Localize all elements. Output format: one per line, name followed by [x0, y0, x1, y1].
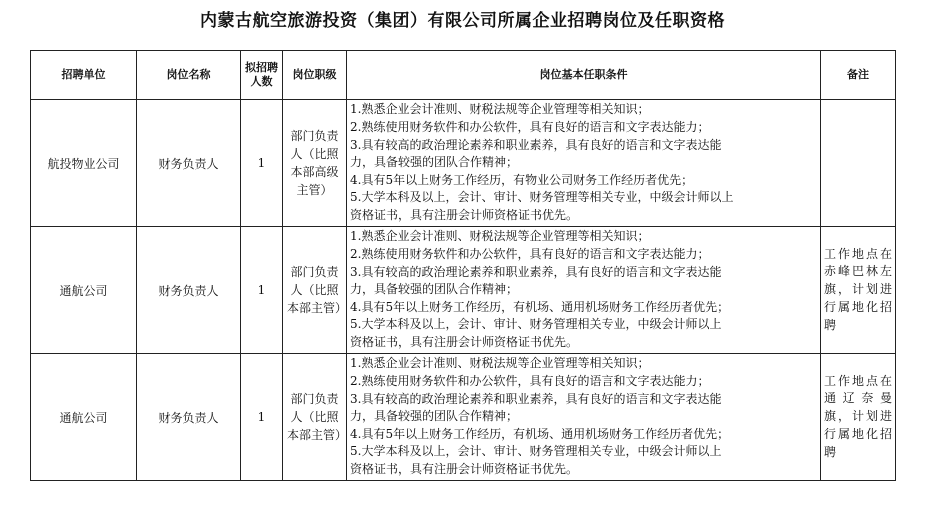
header-count: 拟招聘人数 [241, 51, 283, 100]
requirement-line: 4.具有5年以上财务工作经历，有机场、通用机场财务工作经历者优先； [350, 299, 730, 314]
cell-count: 1 [241, 354, 283, 481]
requirement-line: 1.熟悉企业会计准则、财税法规等企业管理等相关知识； [350, 229, 650, 244]
table-row [31, 354, 896, 481]
requirement-line: 力，具备较强的团队合作精神； [350, 409, 519, 424]
cell-level: 部门负责人（比照本部主管） [283, 227, 347, 354]
cell-level: 部门负责人（比照本部高级主管） [283, 100, 347, 227]
header-position: 岗位名称 [137, 51, 241, 100]
requirement-line: 5.大学本科及以上，会计、审计、财务管理相关专业，中级会计师以上 [350, 444, 722, 459]
cell-count: 1 [241, 227, 283, 354]
cell-notes: 工作地点在赤峰巴林左旗，计划进行属地化招聘 [821, 227, 896, 354]
requirement-line: 1.熟悉企业会计准则、财税法规等企业管理等相关知识； [350, 102, 650, 117]
cell-unit: 航投物业公司 [31, 100, 137, 227]
header-requirements: 岗位基本任职条件 [347, 51, 821, 100]
cell-requirements [347, 227, 821, 354]
cell-requirements [347, 100, 821, 227]
requirement-line: 资格证书，具有注册会计师资格证书优先。 [350, 334, 579, 349]
header-notes: 备注 [821, 51, 896, 100]
cell-unit: 通航公司 [31, 227, 137, 354]
requirement-line: 5.大学本科及以上，会计、审计、财务管理相关专业，中级会计师以上 [350, 317, 722, 332]
header-level: 岗位职级 [283, 51, 347, 100]
cell-notes [821, 100, 896, 227]
cell-count: 1 [241, 100, 283, 227]
requirement-line: 4.具有5年以上财务工作经历，有物业公司财务工作经历者优先； [350, 172, 694, 187]
table-header-row [31, 51, 896, 100]
requirement-line: 力，具备较强的团队合作精神； [350, 155, 519, 170]
requirement-line: 2.熟练使用财务软件和办公软件，具有良好的语言和文字表达能力； [350, 247, 710, 262]
requirement-line: 5.大学本科及以上，会计、审计、财务管理等相关专业，中级会计师以上 [350, 190, 734, 205]
requirement-line: 1.熟悉企业会计准则、财税法规等企业管理等相关知识； [350, 356, 650, 371]
cell-position: 财务负责人 [137, 354, 241, 481]
cell-notes: 工作地点在通辽奈曼旗，计划进行属地化招聘 [821, 354, 896, 481]
requirement-line: 资格证书，具有注册会计师资格证书优先。 [350, 461, 579, 476]
cell-position: 财务负责人 [137, 100, 241, 227]
cell-requirements [347, 354, 821, 481]
requirement-line: 3.具有较高的政治理论素养和职业素养，具有良好的语言和文字表达能 [350, 137, 722, 152]
requirement-line: 2.熟练使用财务软件和办公软件，具有良好的语言和文字表达能力； [350, 120, 710, 135]
cell-unit: 通航公司 [31, 354, 137, 481]
requirement-line: 4.具有5年以上财务工作经历，有机场、通用机场财务工作经历者优先； [350, 426, 730, 441]
cell-position: 财务负责人 [137, 227, 241, 354]
requirement-line: 3.具有较高的政治理论素养和职业素养，具有良好的语言和文字表达能 [350, 391, 722, 406]
requirement-line: 力，具备较强的团队合作精神； [350, 282, 519, 297]
cell-level: 部门负责人（比照本部主管） [283, 354, 347, 481]
recruitment-table [30, 50, 896, 481]
page-title: 内蒙古航空旅游投资（集团）有限公司所属企业招聘岗位及任职资格 [200, 11, 725, 31]
table-row [31, 227, 896, 354]
requirement-line: 2.熟练使用财务软件和办公软件，具有良好的语言和文字表达能力； [350, 374, 710, 389]
table-row [31, 100, 896, 227]
requirement-line: 3.具有较高的政治理论素养和职业素养，具有良好的语言和文字表达能 [350, 264, 722, 279]
requirement-line: 资格证书，具有注册会计师资格证书优先。 [350, 207, 579, 222]
header-unit: 招聘单位 [31, 51, 137, 100]
